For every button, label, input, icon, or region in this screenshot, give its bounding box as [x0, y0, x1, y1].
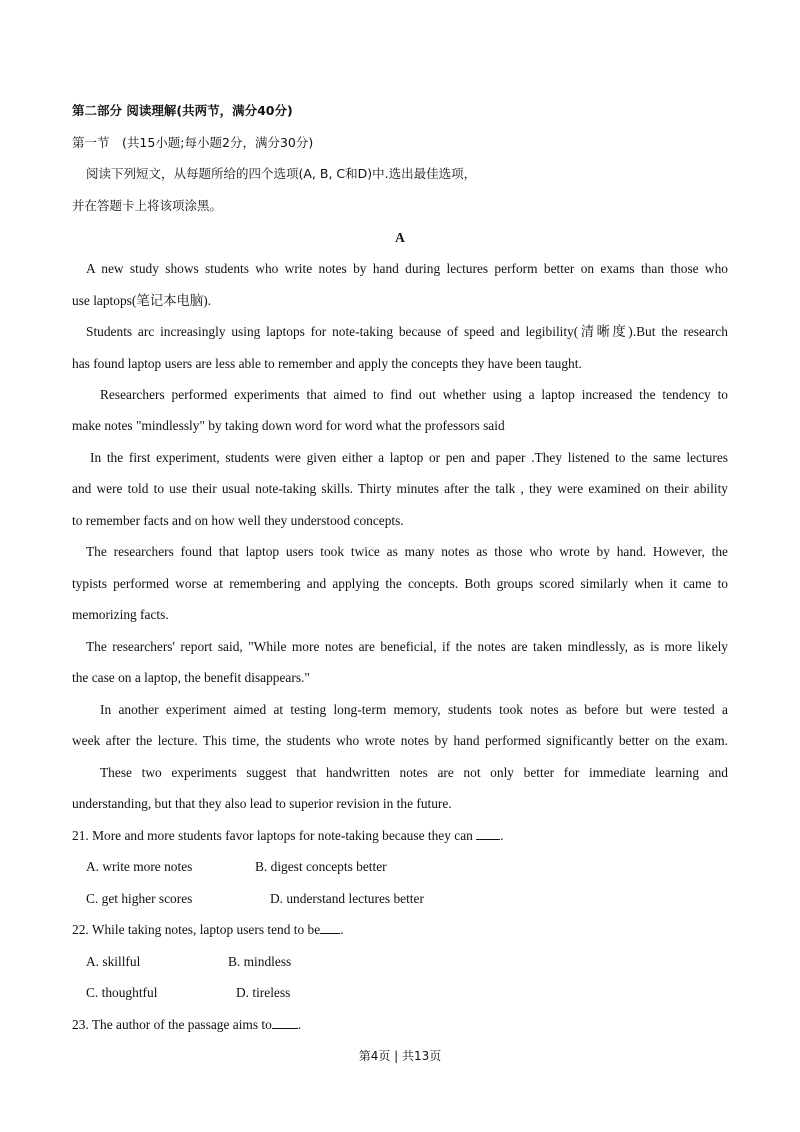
- option-b: B. mindless: [228, 954, 292, 969]
- passage-line: use laptops(笔记本电脑).: [72, 293, 212, 308]
- passage-line: Students arc increasingly using laptops for note-taking because of speed and legibility(清晰度).But the research: [86, 324, 728, 339]
- question-21: [72, 826, 504, 846]
- passage-line: Researchers performed experiments that aimed to find out whether using a laptop increased the tendency to: [100, 387, 728, 402]
- question-stem: 21. More and more students favor laptops for note-taking because they can: [72, 828, 473, 843]
- question-end: .: [340, 922, 344, 937]
- passage-line: In the first experiment, students were given either a laptop or pen and paper .They listened to the same lectures: [90, 450, 728, 465]
- passage-line: A new study shows students who write notes by hand during lectures perform better on exams than those who: [86, 261, 728, 276]
- passage-line: In another experiment aimed at testing long-term memory, students took notes as before but were tested a: [100, 702, 728, 717]
- passage-line: understanding, but that they also lead to superior revision in the future.: [72, 796, 452, 811]
- question-stem: 22. While taking notes, laptop users tend to be: [72, 922, 321, 937]
- passage-line: the case on a laptop, the benefit disappears.": [72, 670, 310, 685]
- page-footer: 第4页 | 共13页: [358, 1049, 442, 1063]
- question-end: .: [500, 828, 504, 843]
- option-c: C. get higher scores: [86, 891, 193, 906]
- passage-heading: A: [395, 230, 405, 245]
- question-stem: 23. The author of the passage aims to: [72, 1017, 272, 1032]
- passage-line: week after the lecture. This time, the students who wrote notes by hand performed significantly better on the exam.: [72, 733, 728, 748]
- option-c: C. thoughtful: [86, 985, 158, 1000]
- option-d: D. tireless: [236, 985, 291, 1000]
- instruction-line-1: 阅读下列短文，从每题所给的四个选项(A, B, C和D)中.选出最佳选项，: [86, 166, 477, 181]
- passage-line: These two experiments suggest that handwritten notes are not only better for immediate learning and: [100, 765, 728, 780]
- passage-line: The researchers' report said, "While more notes are beneficial, if the notes are taken mindlessly, as is more likely: [86, 639, 728, 654]
- question-23: [72, 1015, 301, 1035]
- option-d: D. understand lectures better: [270, 891, 424, 906]
- passage-line: The researchers found that laptop users took twice as many notes as those who wrote by hand. However, the: [86, 544, 728, 559]
- passage-line: has found laptop users are less able to remember and apply the concepts they have been taught.: [72, 356, 582, 371]
- passage-line: typists performed worse at remembering and applying the concepts. Both groups scored similarly when it came to: [72, 576, 728, 591]
- option-a: A. write more notes: [86, 859, 193, 874]
- option-b: B. digest concepts better: [255, 859, 387, 874]
- answer-blank: [320, 921, 340, 934]
- instruction-line-2: 并在答题卡上将该项涂黑。: [72, 198, 223, 213]
- section-subtitle: 第一节 (共15小题;每小题2分，满分30分): [72, 135, 314, 150]
- section-title: 第二部分 阅读理解(共两节，满分40分): [72, 103, 293, 118]
- passage-line: make notes "mindlessly" by taking down word for word what the professors said: [72, 418, 505, 433]
- passage-line: and were told to use their usual note-taking skills. Thirty minutes after the talk , they were examined on their ability: [72, 481, 728, 496]
- question-end: .: [297, 1017, 302, 1032]
- answer-blank: [476, 827, 500, 840]
- passage-line: to remember facts and on how well they understood concepts.: [72, 513, 404, 528]
- question-22: [72, 920, 344, 940]
- answer-blank: [272, 1016, 298, 1029]
- passage-line: memorizing facts.: [72, 607, 169, 622]
- option-a: A. skillful: [86, 954, 141, 969]
